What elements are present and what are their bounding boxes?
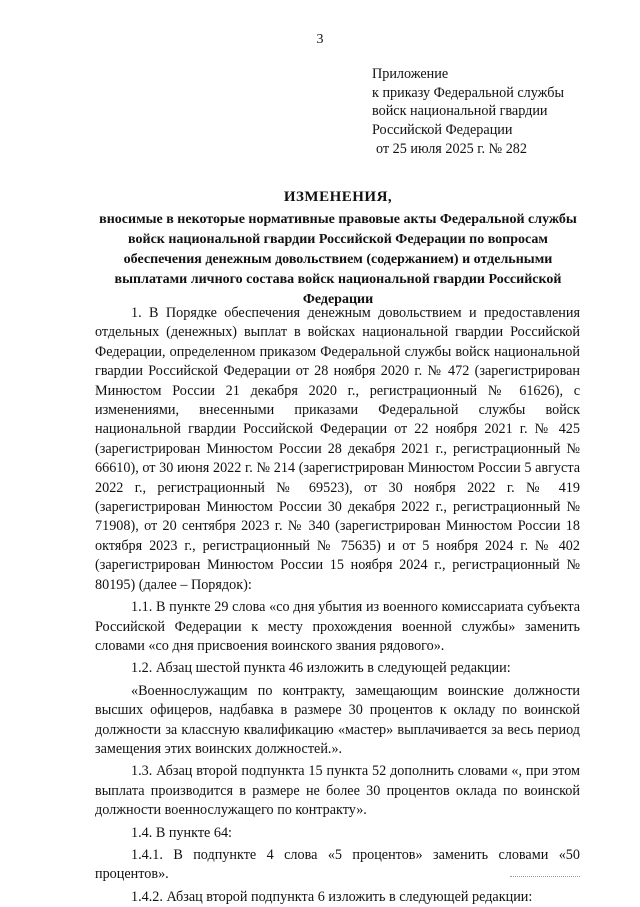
appendix-line: Российской Федерации [372, 122, 513, 139]
paragraph: 1.2. Абзац шестой пункта 46 изложить в следующей редакции: [131, 660, 511, 677]
appendix-block [372, 65, 612, 159]
title-main: ИЗМЕНЕНИЯ, [283, 189, 393, 205]
document-body [95, 304, 580, 907]
paragraph: 1.3. Абзац второй подпункта 15 пункта 52 дополнить словами «, при этом выплата производится в размере не более 30 процентов оклада по воинской должности военнослужащего по контракту». [95, 763, 580, 819]
scan-artifact-divider [510, 876, 580, 877]
paragraph: 1.4.2. Абзац второй подпункта 6 изложить в следующей редакции: [131, 888, 533, 905]
appendix-line: к приказу Федеральной службы [372, 84, 565, 101]
title-subtitle: вносимые в некоторые нормативные правовые акты Федеральной службы войск национальной гвардии Российской Федерации по вопросам обеспечения денежным довольствием (содержанием) и отдельными выплатами личного состава войск национальной гвардии Российской Федерации [99, 212, 577, 307]
paragraph: 1.4. В пункте 64: [131, 824, 232, 841]
paragraph: 1.1. В пункте 29 слова «со дня убытия из военного комиссариата субъекта Российской Федерации к месту прохождения военной службы» заменить словами «со дня присвоения воинского звания рядового». [95, 599, 580, 654]
paragraph: 1. В Порядке обеспечения денежным довольствием и предоставления отдельных (денежных) выплат в войсках национальной гвардии Российской Федерации, определенном приказом Федеральной службы войск национальной гвардии Российской Федерации от 28 ноября 2020 г. № 472 (зарегистрирован Минюстом России 21 декабря 2020 г., регистрационный № 61626), с изменениями, внесенными приказами Федеральной службы войск национальной гвардии Российской Федерации от 22 ноября 2021 г. № 425 (зарегистрирован Минюстом России 28 декабря 2021 г., регистрационный № 66610), от 30 июня 2022 г. № 214 (зарегистрирован Минюстом России 5 августа 2022 г., регистрационный № 69523), от 30 ноября 2022 г. № 419 (зарегистрирован Минюстом России 30 декабря 2022 г., регистрационный № 71908), от 20 сентября 2023 г. № 340 (зарегистрирован Минюстом России 18 октября 2023 г., регистрационный № 75635) и от 5 ноября 2024 г. № 402 (зарегистрирован Минюстом России 15 ноября 2024 г., регистрационный № 80195) (далее – Порядок): [95, 305, 580, 593]
paragraph: 1.4.1. В подпункте 4 слова «5 процентов» заменить словами «50 процентов». [95, 846, 580, 883]
appendix-line: войск национальной гвардии [372, 103, 548, 120]
paragraph: «Военнослужащим по контракту, замещающим воинские должности высших офицеров, надбавка в размере 30 процентов к окладу по воинской должности за классную квалификацию «мастер» выплачивается за весь период замещения этих воинских должностей.». [95, 682, 580, 757]
appendix-order-date: от 25 июля 2025 г. № 282 [376, 140, 527, 157]
document-title [96, 187, 580, 310]
appendix-line: Приложение [372, 66, 449, 82]
page-number: 3 [316, 32, 324, 47]
